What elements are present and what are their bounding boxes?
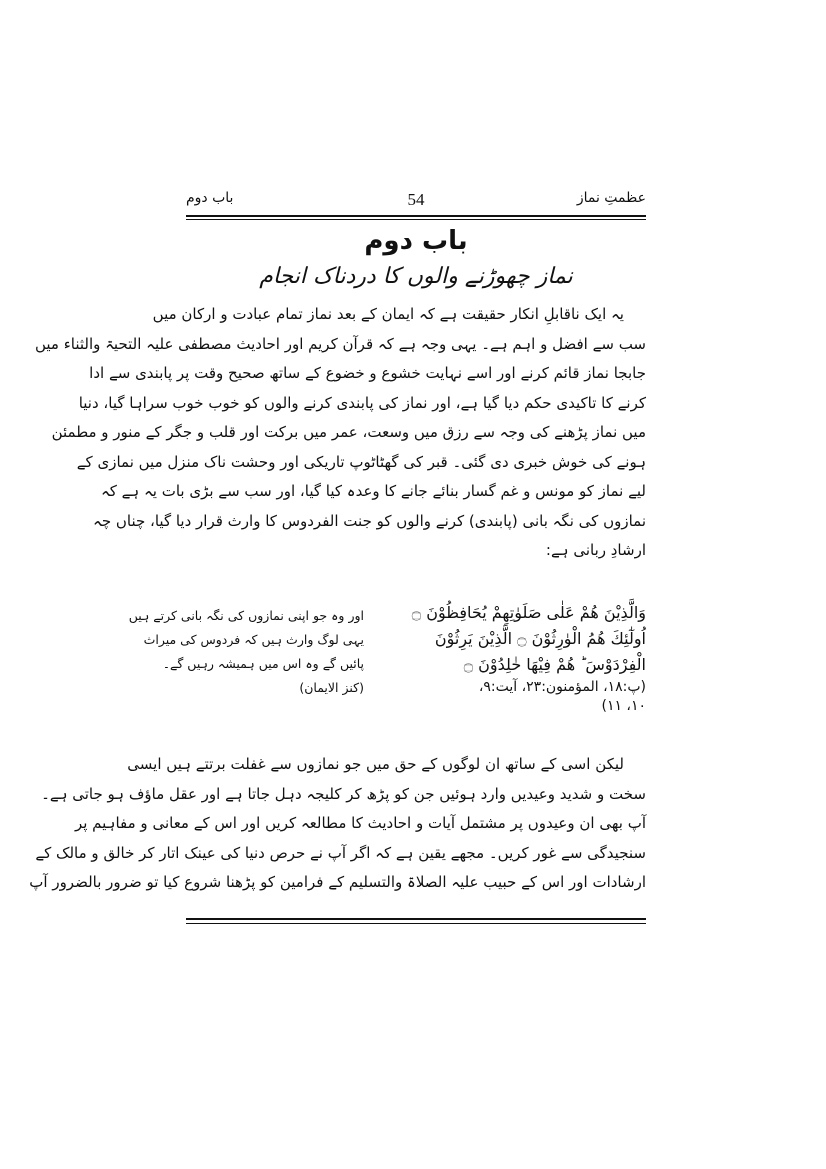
verse-line: اُولٰٓئِكَ هُمُ الْوٰرِثُوْنَ ۝ الَّذِيْنَ يَرِثُوْنَ	[434, 629, 646, 648]
translation-line: اور وہ جو اپنی نمازوں کی نگہ بانی کرتے ہیں	[128, 608, 364, 623]
running-header	[186, 190, 646, 214]
text-line: جابجا نماز قائم کرنے اور اسے نہایت خشوع و خضوع کے ساتھ صحیح وقت پر پابندی سے ادا	[89, 364, 646, 382]
text-line: لیکن اسی کے ساتھ ان لوگوں کے حق میں جو نمازوں سے غفلت برتتے ہیں ایسی	[127, 755, 624, 773]
text-line: ارشادات اور اس کے حبیب علیہ الصلاۃ والتسلیم کے فرامین کو پڑھنا شروع کیا تو ضرور بالضرور آپ	[29, 873, 646, 891]
text-line: ارشادِ ربانی ہے:	[545, 541, 646, 559]
translation-line: یہی لوگ وارث ہیں کہ فردوس کی میراث	[143, 632, 364, 647]
text-line: یہ ایک ناقابلِ انکار حقیقت ہے کہ ایمان کے بعد نماز تمام عبادت و ارکان میں	[152, 305, 624, 323]
verse-block	[128, 600, 646, 720]
footer-rule	[186, 918, 646, 920]
text-line: سنجیدگی سے غور کریں۔ مجھے یقین ہے کہ اگر آپ نے حرص دنیا کی عینک اتار کر خالق و مالک کے	[35, 843, 646, 862]
text-line: ہونے کی خوش خبری دی گئی۔ قبر کی گھٹاٹوپ تاریکی اور وحشت ناک منزل میں نمازی کے	[76, 452, 646, 471]
footer-rule-thin	[186, 923, 646, 924]
text-line: آپ بھی ان وعیدوں پر مشتمل آیات و احادیث کا مطالعہ کریں اور اس کے معانی و مفاہیم پر	[74, 814, 646, 832]
verse-line: الْفِرْدَوْسَ ؕ هُمْ فِيْهَا خٰلِدُوْنَ ۝	[463, 655, 646, 674]
text-line: نمازوں کی نگہ بانی (پابندی) کرنے والوں کو جنت الفردوس کا وارث قرار دیا گیا، چناں چہ	[93, 511, 646, 530]
translation-source: (کنز الایمان)	[299, 680, 364, 695]
chapter-label: باب دوم	[186, 190, 234, 206]
chapter-title: باب دوم	[364, 226, 468, 256]
verse-line: وَالَّذِيْنَ هُمْ عَلٰى صَلَوٰتِهِمْ يُحَافِظُوْنَ ۝	[411, 603, 646, 622]
verse-reference: ۱۰، ۱۱)	[601, 698, 646, 714]
text-line: میں نماز پڑھنے کی وجہ سے رزق میں وسعت، عمر میں برکت اور قلب و جگر کے منور و مطمئن	[51, 423, 646, 441]
chapter-subtitle: نماز چھوڑنے والوں کا دردناک انجام	[259, 264, 573, 289]
text-line: لیے نماز کو مونس و غم گسار بنائے جانے کا وعدہ کیا گیا، اور سب سے بڑی بات یہ ہے کہ	[100, 482, 646, 500]
paragraph-2	[29, 750, 646, 898]
header-rule-thin	[186, 219, 646, 220]
quran-verse	[376, 600, 646, 716]
verse-reference: (پ:۱۸، المؤمنون:۲۳، آیت:۹،	[478, 679, 646, 695]
translation-line: پائیں گے وہ اس میں ہمیشہ رہیں گے۔	[162, 656, 364, 671]
page-number: 54	[407, 190, 425, 209]
paragraph-1	[34, 300, 646, 566]
text-line: کرنے کا تاکیدی حکم دیا گیا ہے، اور نماز کی پابندی کرنے والوں کو خوب خوب سراہا گیا، دنیا	[78, 393, 646, 412]
text-line: سب سے افضل و اہم ہے۔ یہی وجہ ہے کہ قرآن کریم اور احادیث مصطفی علیہ التحیۃ والثناء میں	[34, 334, 646, 353]
book-title: عظمتِ نماز	[576, 190, 646, 206]
verse-translation	[128, 604, 364, 700]
header-rule	[186, 215, 646, 217]
text-line: سخت و شدید وعیدیں وارد ہوئیں جن کو پڑھ کر کلیجہ دہل جاتا ہے اور عقل ماؤف ہو جاتی ہے۔	[41, 784, 646, 803]
